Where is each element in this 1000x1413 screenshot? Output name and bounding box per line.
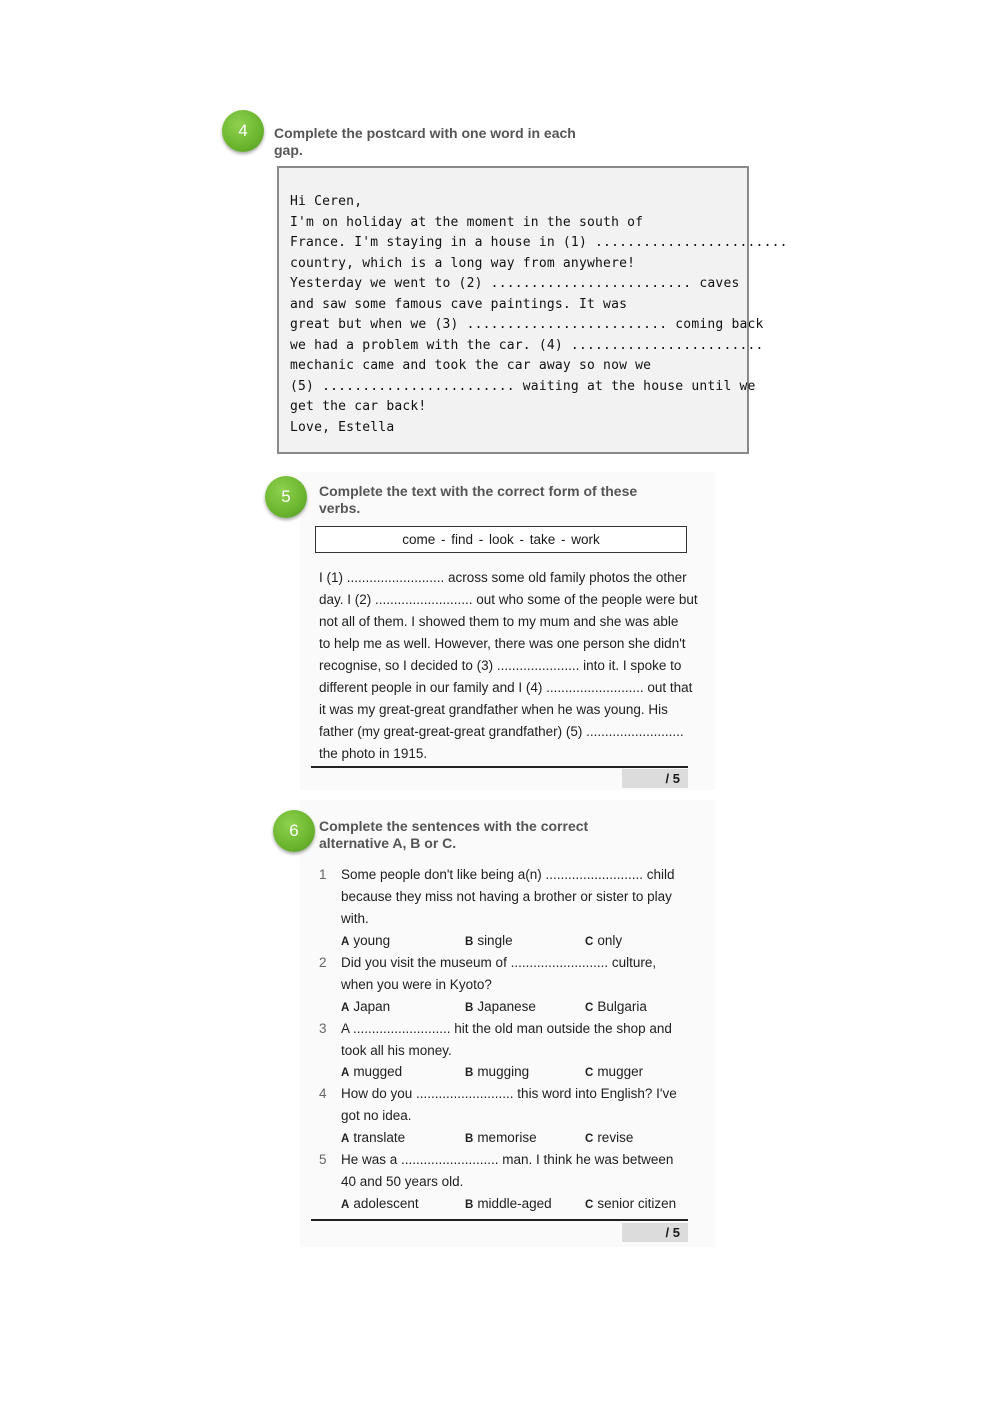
option-a xyxy=(341,1064,402,1079)
exercise-4-heading xyxy=(274,125,714,159)
option-a xyxy=(341,999,390,1014)
option-text: senior citizen xyxy=(597,1196,677,1211)
postcard-line: we had a problem with the car. (4) ........................ xyxy=(290,337,764,353)
question-line: Some people don't like being a(n) .......................... child xyxy=(341,867,675,882)
exercise-6-badge: 6 xyxy=(273,810,315,852)
exercise-4-badge: 4 xyxy=(222,110,264,152)
exercise-5-score: / 5 xyxy=(622,769,688,788)
question-number: 5 xyxy=(319,1152,327,1167)
option-text: mugger xyxy=(597,1064,644,1079)
heading-line: gap. xyxy=(274,142,303,158)
option-label: A xyxy=(341,1067,350,1079)
question-line: He was a .......................... man. I think he was between xyxy=(341,1152,674,1167)
option-text: middle-aged xyxy=(477,1196,552,1211)
option-label: C xyxy=(585,1199,594,1211)
heading-line: alternative A, B or C. xyxy=(319,835,457,851)
option-c xyxy=(585,999,647,1014)
option-c xyxy=(585,1196,676,1211)
text-line: day. I (2) .......................... out who some of the people were but xyxy=(319,592,698,607)
postcard-line: I'm on holiday at the moment in the south of xyxy=(290,214,644,230)
option-label: B xyxy=(465,936,474,948)
option-text: Japanese xyxy=(477,999,536,1014)
question-line: took all his money. xyxy=(341,1043,452,1058)
question-line: Did you visit the museum of .......................... culture, xyxy=(341,955,657,970)
question-number: 2 xyxy=(319,955,327,970)
option-text: memorise xyxy=(477,1130,537,1145)
postcard-line: get the car back! xyxy=(290,399,427,414)
text-line: to help me as well. However, there was one person she didn't xyxy=(319,636,686,651)
option-label: B xyxy=(465,1133,474,1145)
postcard-line: and saw some famous cave paintings. It was xyxy=(290,296,628,312)
postcard-line: France. I'm staying in a house in (1) ........................ xyxy=(290,235,788,250)
postcard-line: (5) ........................ waiting at the house until we xyxy=(290,378,756,394)
option-text: adolescent xyxy=(353,1196,419,1211)
option-text: revise xyxy=(597,1130,634,1145)
exercise-6-divider xyxy=(311,1219,688,1221)
option-label: A xyxy=(341,1133,350,1145)
question-number: 4 xyxy=(319,1086,327,1101)
option-label: C xyxy=(585,1067,594,1079)
text-line: father (my great-great-great grandfather) (5) .......................... xyxy=(319,724,684,739)
option-text: single xyxy=(477,933,513,948)
option-label: B xyxy=(465,1002,474,1014)
option-b xyxy=(465,933,513,948)
heading-line: Complete the text with the correct form of these xyxy=(319,483,638,499)
exercise-5-divider xyxy=(311,766,688,768)
question-number: 1 xyxy=(319,867,327,882)
postcard-line: Hi Ceren, xyxy=(290,194,363,209)
heading-line: Complete the postcard with one word in each xyxy=(274,125,576,141)
question-line: because they miss not having a brother or sister to play xyxy=(341,889,672,904)
verb-box: come - find - look - take - work xyxy=(315,526,687,553)
heading-line: verbs. xyxy=(319,500,361,516)
option-b xyxy=(465,1196,552,1211)
heading-line: Complete the sentences with the correct xyxy=(319,818,589,834)
option-text: translate xyxy=(353,1130,406,1145)
exercise-6-heading xyxy=(319,818,709,852)
exercise-6-score: / 5 xyxy=(622,1223,688,1242)
option-c xyxy=(585,933,622,948)
option-b xyxy=(465,1130,537,1145)
question-line: when you were in Kyoto? xyxy=(341,977,492,992)
postcard xyxy=(277,166,788,454)
postcard-line: Love, Estella xyxy=(290,419,395,435)
text-line: different people in our family and I (4) .......................... out that xyxy=(319,680,693,695)
option-label: C xyxy=(585,936,594,948)
option-a xyxy=(341,1130,405,1145)
exercise-5-paper xyxy=(300,472,715,790)
question-line: A .......................... hit the old man outside the shop and xyxy=(341,1021,672,1036)
option-a xyxy=(341,933,390,948)
option-text: Japan xyxy=(353,999,391,1014)
option-label: A xyxy=(341,936,350,948)
option-text: only xyxy=(597,933,623,948)
question-line: got no idea. xyxy=(341,1108,412,1123)
postcard-line: Yesterday we went to (2) ......................... caves xyxy=(290,276,740,291)
text-line: it was my great-great grandfather when he was young. His xyxy=(319,702,668,717)
option-c xyxy=(585,1064,643,1079)
option-text: young xyxy=(353,933,391,948)
option-label: A xyxy=(341,1002,350,1014)
option-label: C xyxy=(585,1133,594,1145)
option-a xyxy=(341,1196,419,1211)
postcard-line: country, which is a long way from anywhere! xyxy=(290,255,636,271)
text-line: recognise, so I decided to (3) ...................... into it. I spoke to xyxy=(319,658,682,673)
question-line: with. xyxy=(341,911,369,926)
exercise-5-heading xyxy=(319,483,709,517)
exercise-5-badge: 5 xyxy=(265,476,307,518)
option-label: A xyxy=(341,1199,350,1211)
option-label: B xyxy=(465,1199,474,1211)
text-line: the photo in 1915. xyxy=(319,746,428,761)
option-c xyxy=(585,1130,633,1145)
option-label: C xyxy=(585,1002,594,1014)
option-b xyxy=(465,999,536,1014)
option-label: B xyxy=(465,1067,474,1079)
text-line: I (1) .......................... across some old family photos the other xyxy=(319,570,687,585)
option-text: mugging xyxy=(477,1064,530,1079)
postcard-line: great but when we (3) ......................... coming back xyxy=(290,317,764,332)
question-line: 40 and 50 years old. xyxy=(341,1174,464,1189)
option-b xyxy=(465,1064,529,1079)
postcard-line: mechanic came and took the car away so now we xyxy=(290,358,652,373)
option-text: Bulgaria xyxy=(597,999,647,1014)
question-line: How do you .......................... this word into English? I've xyxy=(341,1086,677,1101)
question-number: 3 xyxy=(319,1021,327,1036)
text-line: not all of them. I showed them to my mum and she was able xyxy=(319,614,679,629)
option-text: mugged xyxy=(353,1064,403,1079)
